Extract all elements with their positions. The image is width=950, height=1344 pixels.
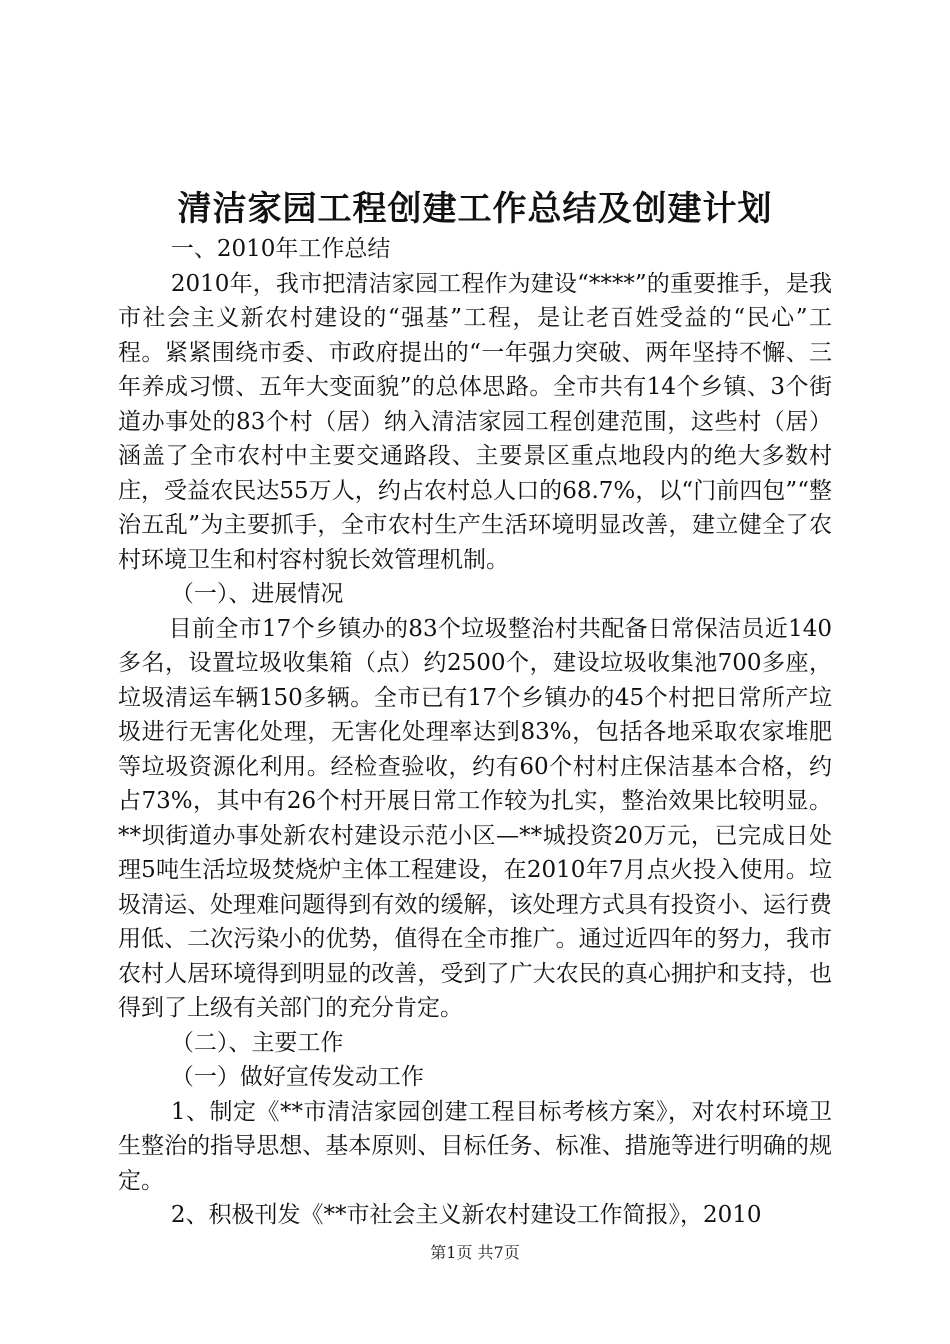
paragraph-progress: 目前全市17个乡镇办的83个垃圾整治村共配备日常保洁员近140多名，设置垃圾收集箱（点）约2500个，建设垃圾收集池700多座，垃圾清运车辆150多辆。全市已有17个乡镇办的45个村把日常所产垃圾进行无害化处理，无害化处理率达到83%，包括各地采取农家堆肥等垃圾资源化利用。经检查验收，约有60个村村庄保洁基本合格，约占73%，其中有26个村开展日常工作较为扎实，整治效果比较明显。**坝街道办事处新农村建设示范小区—**城投资20万元，已完成日处理5吨生活垃圾焚烧炉主体工程建设，在2010年7月点火投入使用。垃圾清运、处理难问题得到有效的缓解，该处理方式具有投资小、运行费用低、二次污染小的优势，值得在全市推广。通过近四年的努力，我市农村人居环境得到明显的改善，受到了广大农民的真心拥护和支持，也得到了上级有关部门的充分肯定。 [118,615,832,1021]
subsection-heading-progress: （一）、进展情况 [170,581,344,607]
document-title: 清洁家园工程创建工作总结及创建计划 [177,189,773,229]
page-footer: 第1页 共7页 [430,1243,520,1262]
subsection-heading-publicity: （一）做好宣传发动工作 [170,1064,424,1090]
paragraph-item-1: 1、制定《**市清洁家园创建工程目标考核方案》，对农村环境卫生整治的指导思想、基本原则、目标任务、标准、措施等进行明确的规定。 [118,1098,832,1194]
document-body [118,232,832,1233]
paragraph-summary: 2010年，我市把清洁家园工程作为建设“****”的重要推手，是我市社会主义新农村建设的“强基”工程，是让老百姓受益的“民心”工程。紧紧围绕市委、市政府提出的“一年强力突破、两年坚持不懈、三年养成习惯、五年大变面貌”的总体思路。全市共有14个乡镇、3个街道办事处的83个村（居）纳入清洁家园工程创建范围，这些村（居）涵盖了全市农村中主要交通路段、主要景区重点地段内的绝大多数村庄，受益农民达55万人，约占农村总人口的68.7%，以“门前四包”“整治五乱”为主要抓手，全市农村生产生活环境明显改善，建立健全了农村环境卫生和村容村貌长效管理机制。 [118,270,832,573]
subsection-heading-main-work: （二）、主要工作 [170,1029,344,1056]
paragraph-item-2: 2、积极刊发《**市社会主义新农村建设工作简报》，2010 [170,1202,762,1228]
section-heading: 一、2010年工作总结 [170,236,391,262]
